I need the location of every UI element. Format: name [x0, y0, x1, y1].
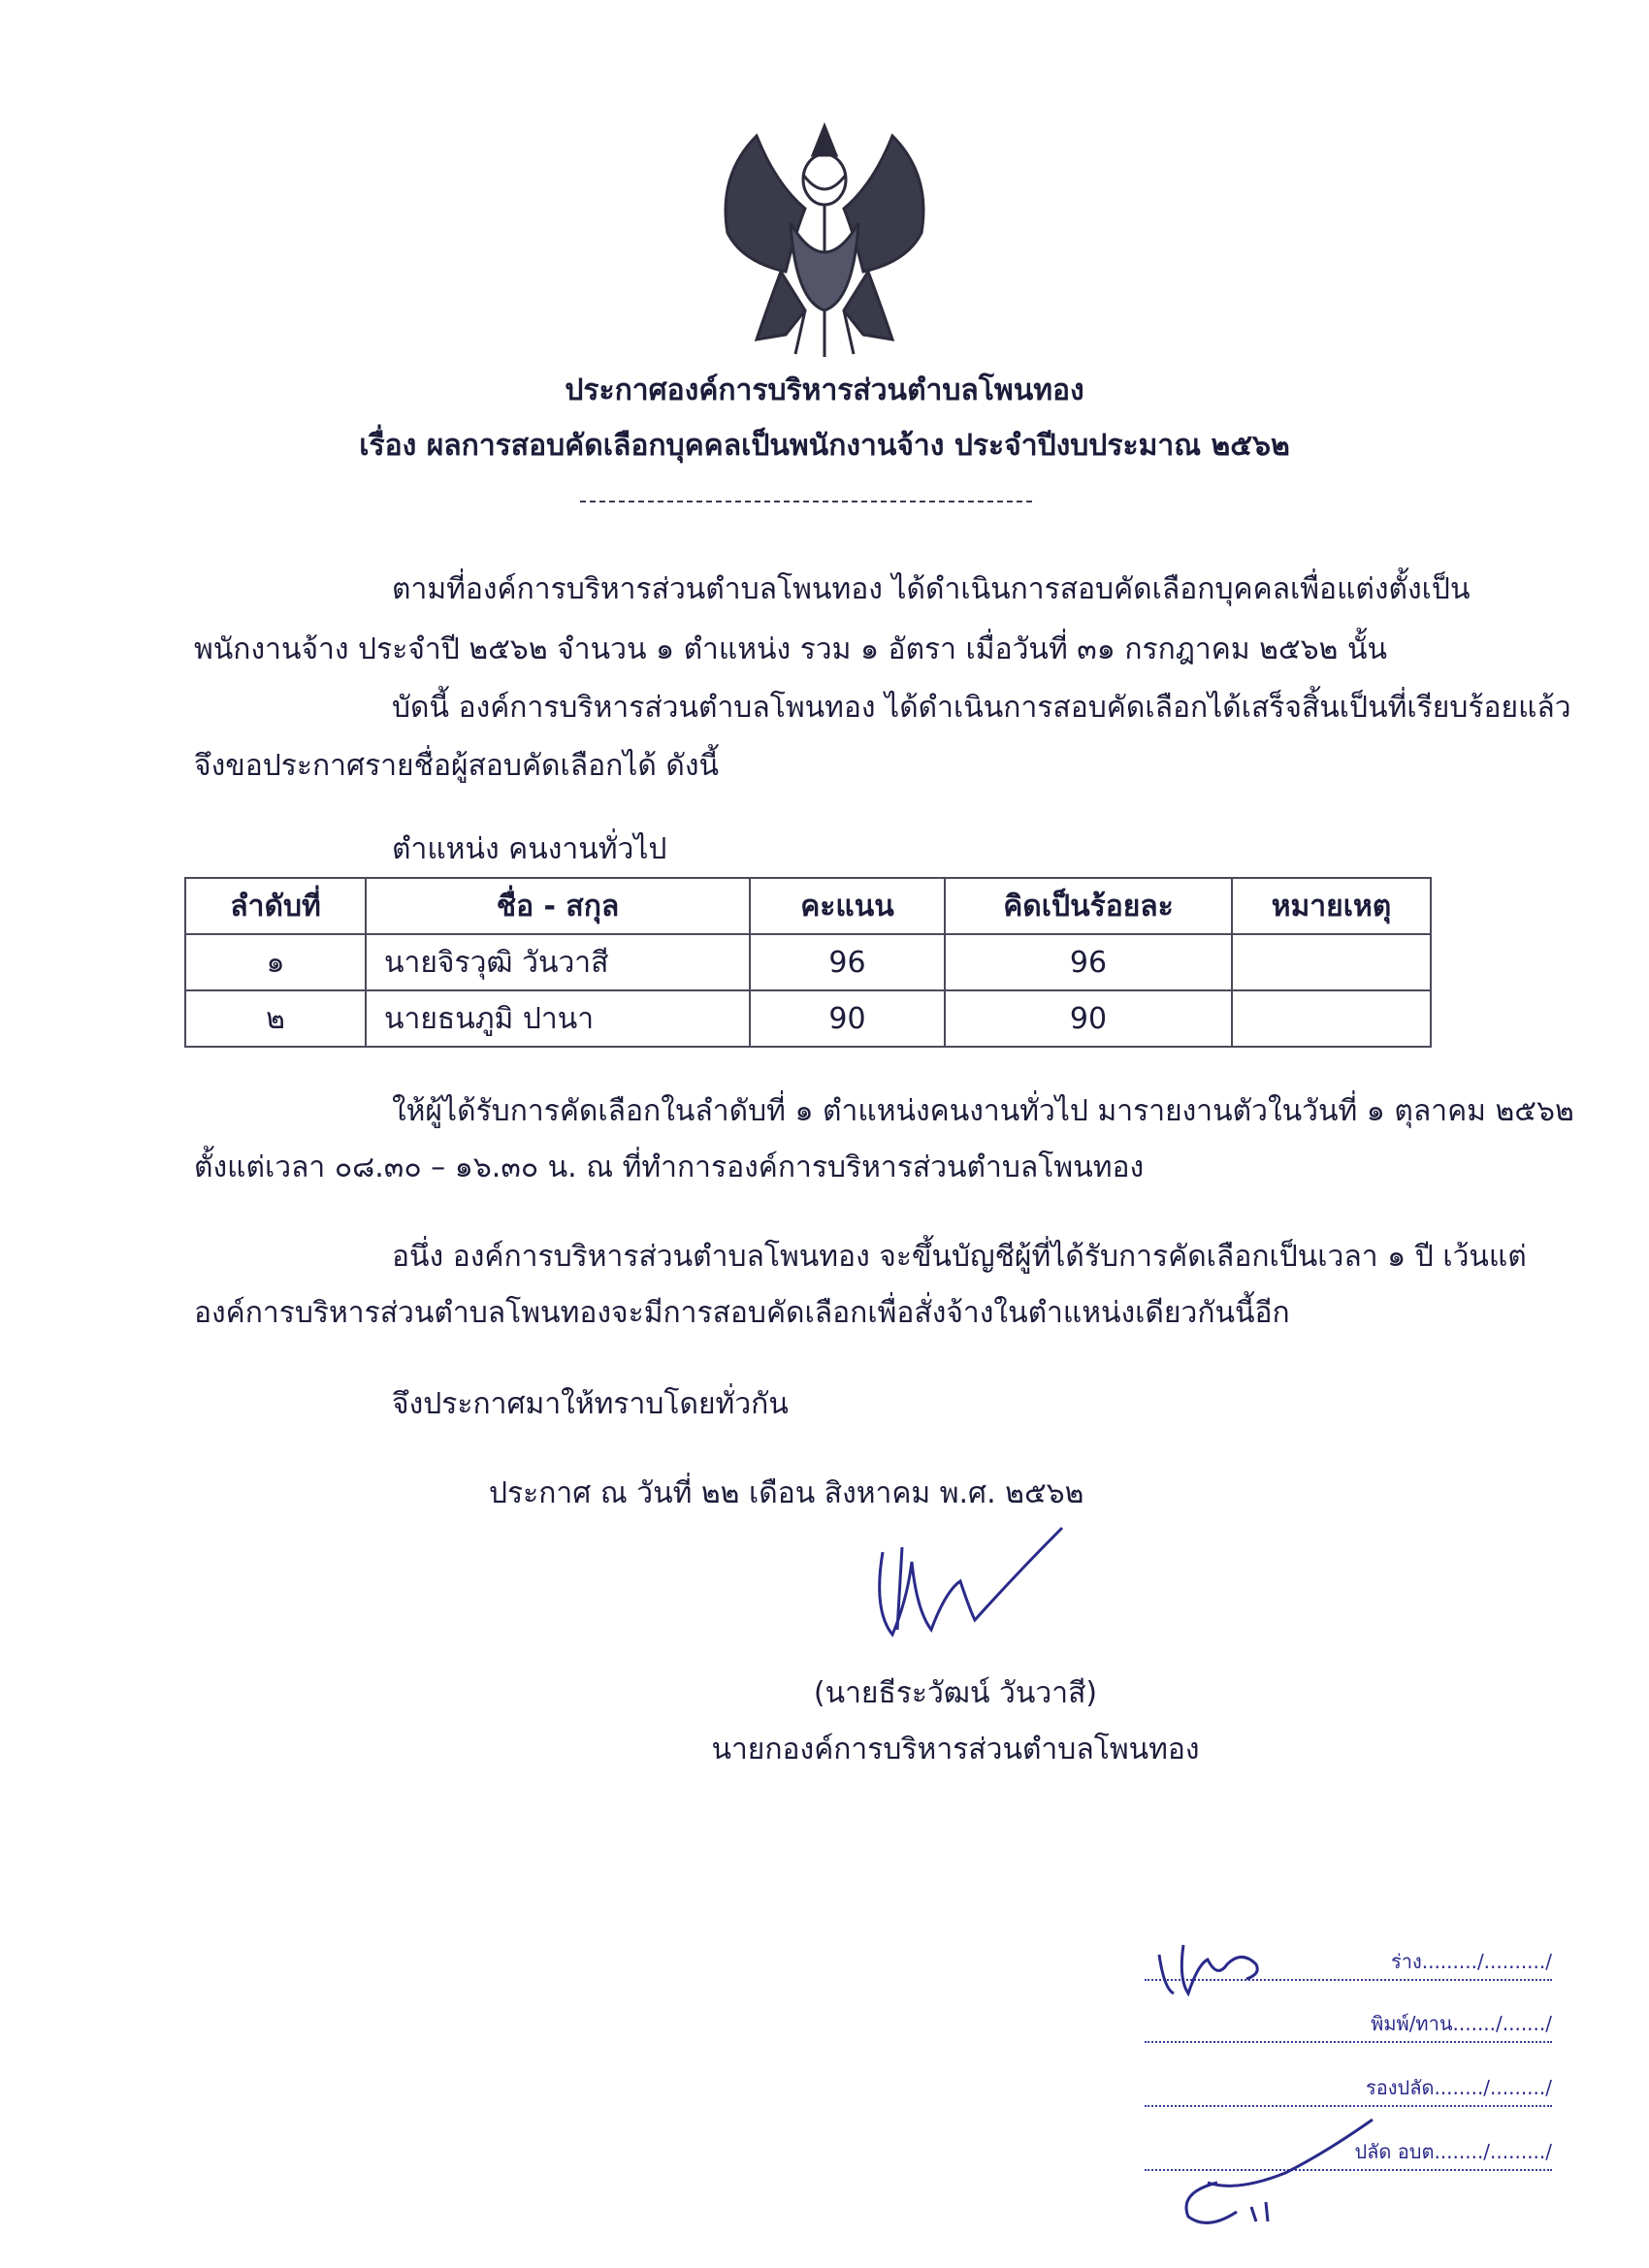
- routing-line-draft: ร่าง........./........../: [1145, 1940, 1552, 1981]
- column-header-percent: คิดเป็นร้อยละ: [945, 878, 1232, 934]
- results-table: [184, 877, 1432, 1048]
- announcement-title: ประกาศองค์การบริหารส่วนตำบลโพนทอง: [565, 373, 1084, 407]
- signatory-name: (นายธีระวัฒน์ วันวาสี): [813, 1676, 1098, 1710]
- signatory-title: นายกองค์การบริหารส่วนตำบลโพนทอง: [711, 1733, 1200, 1766]
- table-row: [185, 934, 1431, 990]
- column-header-score: คะแนน: [750, 878, 945, 934]
- cell-name: นายจิรวุฒิ วันวาสี: [366, 934, 750, 990]
- closing-statement: จึงประกาศมาให้ทราบโดยทั่วกัน: [392, 1387, 789, 1421]
- title-divider: [580, 501, 1032, 502]
- routing-line-typing: พิมพ์/ทาน......./......./: [1145, 2002, 1552, 2043]
- paragraph-4-line-1: อนึ่ง องค์การบริหารส่วนตำบลโพนทอง จะขึ้นบัญชีผู้ที่ได้รับการคัดเลือกเป็นเวลา ๑ ปี เว้นแต่: [392, 1240, 1527, 1274]
- paragraph-3-line-1: ให้ผู้ได้รับการคัดเลือกในลำดับที่ ๑ ตำแหน่งคนงานทั่วไป มารายงานตัวในวันที่ ๑ ตุลาคม ๒๕๖๒: [392, 1094, 1574, 1128]
- paragraph-2-line-2: จึงขอประกาศรายชื่อผู้สอบคัดเลือกได้ ดังนี้: [194, 749, 720, 783]
- announcement-date: ประกาศ ณ วันที่ ๒๒ เดือน สิงหาคม พ.ศ. ๒๕๖๒: [489, 1476, 1084, 1510]
- routing-line-clerk: ปลัด อบต......../........./: [1145, 2130, 1552, 2171]
- signature-icon: [854, 1523, 1067, 1659]
- garuda-emblem-icon: [698, 116, 951, 359]
- initials-icon: [1149, 1935, 1276, 2003]
- paragraph-1-line-1: ตามที่องค์การบริหารส่วนตำบลโพนทอง ได้ดำเนินการสอบคัดเลือกบุคคลเพื่อแต่งตั้งเป็น: [392, 572, 1471, 606]
- cell-no: ๑: [185, 934, 366, 990]
- cell-remark: [1232, 934, 1431, 990]
- approval-stroke-icon: [1179, 2115, 1382, 2231]
- paragraph-4-line-2: องค์การบริหารส่วนตำบลโพนทองจะมีการสอบคัดเลือกเพื่อสั่งจ้างในตำแหน่งเดียวกันนี้อีก: [194, 1296, 1290, 1330]
- paragraph-1-line-2: พนักงานจ้าง ประจำปี ๒๕๖๒ จำนวน ๑ ตำแหน่ง รวม ๑ อัตรา เมื่อวันที่ ๓๑ กรกฎาคม ๒๕๖๒ นั้น: [194, 632, 1387, 666]
- cell-remark: [1232, 990, 1431, 1047]
- column-header-name: ชื่อ - สกุล: [366, 878, 750, 934]
- column-header-remark: หมายเหตุ: [1232, 878, 1431, 934]
- cell-name: นายธนภูมิ ปานา: [366, 990, 750, 1047]
- announcement-subject: เรื่อง ผลการสอบคัดเลือกบุคคลเป็นพนักงานจ้าง ประจำปีงบประมาณ ๒๕๖๒: [359, 429, 1290, 463]
- paragraph-2-line-1: บัดนี้ องค์การบริหารส่วนตำบลโพนทอง ได้ดำเนินการสอบคัดเลือกได้เสร็จสิ้นเป็นที่เรียบร้อยแล้ว: [392, 691, 1571, 725]
- cell-percent: 96: [945, 934, 1232, 990]
- table-row: [185, 990, 1431, 1047]
- position-label: ตำแหน่ง คนงานทั่วไป: [392, 832, 667, 866]
- paragraph-3-line-2: ตั้งแต่เวลา ๐๘.๓๐ – ๑๖.๓๐ น. ณ ที่ทำการองค์การบริหารส่วนตำบลโพนทอง: [194, 1150, 1145, 1184]
- table-header-row: [185, 878, 1431, 934]
- column-header-no: ลำดับที่: [185, 878, 366, 934]
- cell-percent: 90: [945, 990, 1232, 1047]
- routing-line-deputy: รองปลัด......../........./: [1145, 2066, 1552, 2107]
- cell-no: ๒: [185, 990, 366, 1047]
- cell-score: 96: [750, 934, 945, 990]
- cell-score: 90: [750, 990, 945, 1047]
